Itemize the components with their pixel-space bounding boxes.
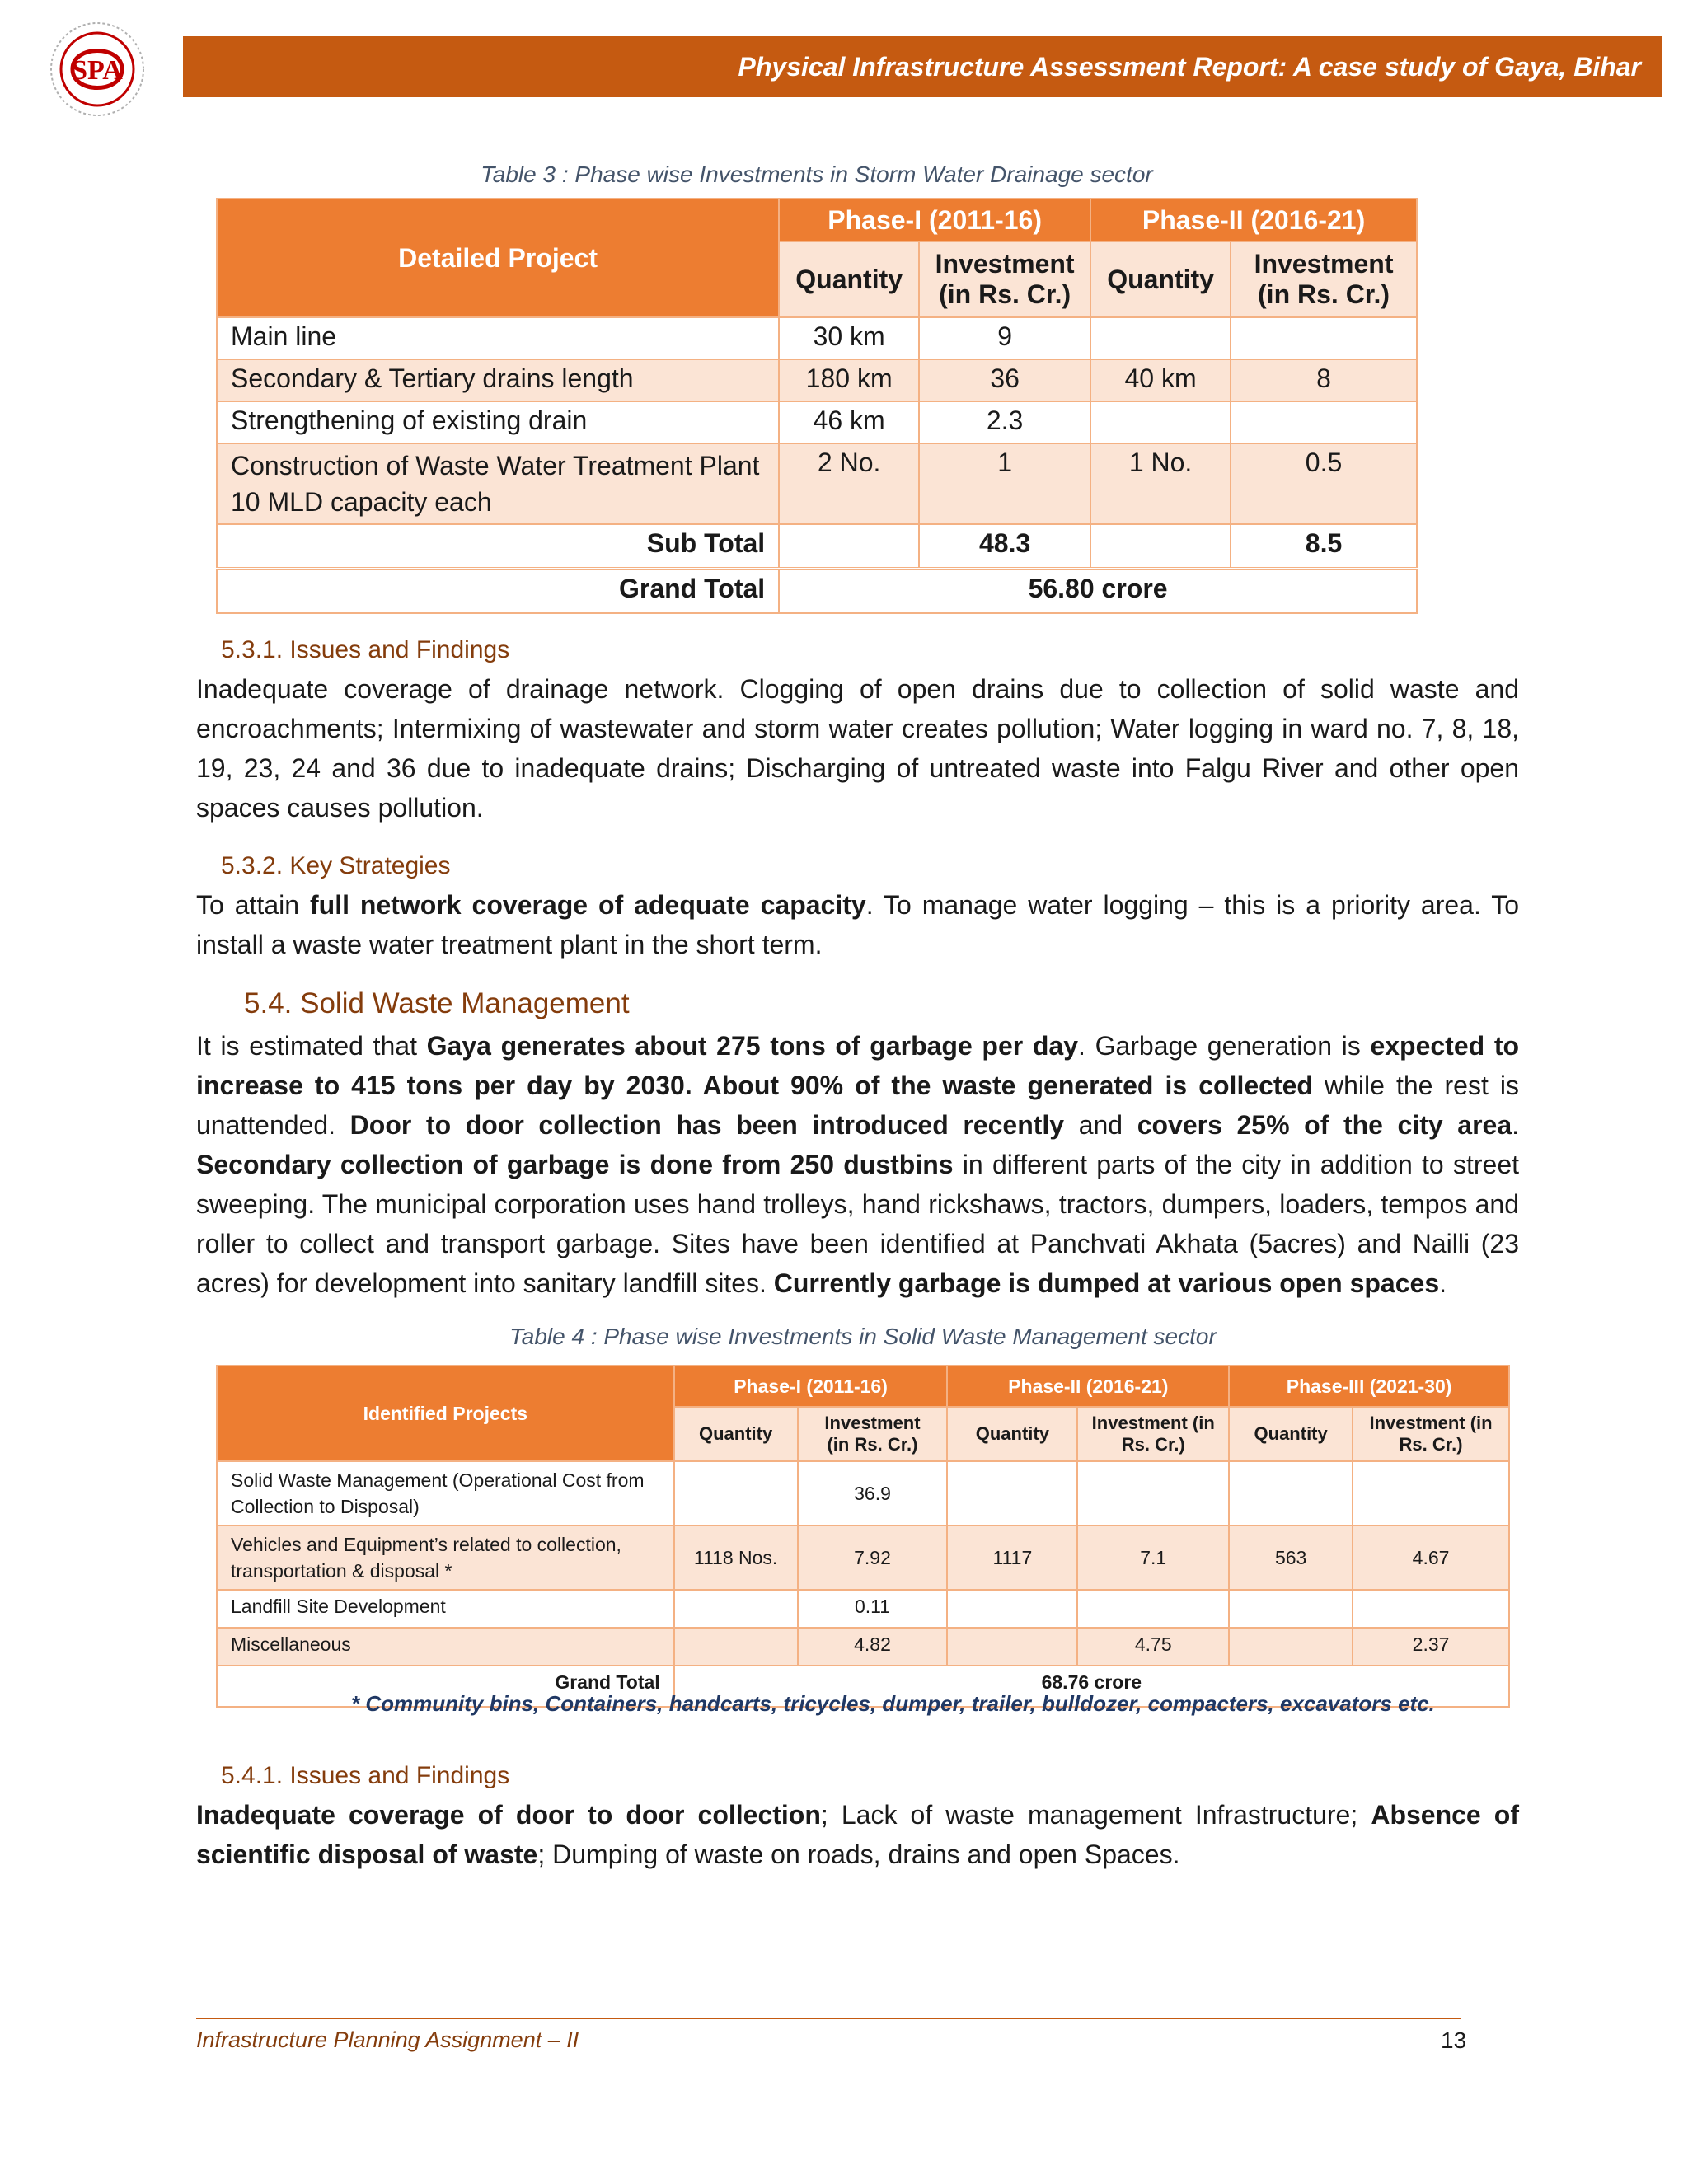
investment-cell: 4.82 — [798, 1628, 948, 1666]
investment-cell: 7.1 — [1077, 1526, 1229, 1590]
project-cell: Secondary & Tertiary drains length — [217, 359, 779, 401]
section-531-text: Inadequate coverage of drainage network. Clogging of open drains due to collection of solid waste and encroachments; Intermixing of wastewater and storm water creates pollution; Water logging in ward no. 7, 8, 18, 19, 23, 24 and 36 due to inadequate drains; Discharging of untreated waste into Falgu River and other open spaces causes pollution. — [196, 674, 1519, 823]
investment-cell: 8 — [1231, 359, 1417, 401]
phase1-header: Phase-I (2011-16) — [674, 1366, 948, 1407]
svg-text:SPA: SPA — [72, 55, 123, 86]
quantity-cell: 46 km — [779, 401, 919, 443]
quantity-cell: 40 km — [1090, 359, 1231, 401]
section-532-text: To attain full network coverage of adequate capacity. To manage water logging – this is a priority area. To install a waste water treatment plant in the short term. — [196, 890, 1520, 959]
investment-header: Investment (in Rs. Cr.) — [919, 241, 1090, 317]
investment-cell: 9 — [919, 317, 1090, 359]
phase1-header: Phase-I (2011-16) — [779, 199, 1090, 241]
investment-header: Investment (in Rs. Cr.) — [1231, 241, 1417, 317]
table3-caption: Table 3 : Phase wise Investments in Storm Water Drainage sector — [481, 162, 1153, 187]
col-detailed-project: Detailed Project — [217, 199, 779, 317]
quantity-cell — [674, 1590, 798, 1628]
quantity-header: Quantity — [1229, 1407, 1353, 1461]
quantity-cell — [1229, 1461, 1353, 1526]
phase2-header: Phase-II (2016-21) — [1090, 199, 1417, 241]
subtotal-phase1: 48.3 — [919, 524, 1090, 569]
investment-cell: 4.75 — [1077, 1628, 1229, 1666]
table-row — [217, 359, 1417, 401]
investment-header: Investment (in Rs. Cr.) — [1353, 1407, 1509, 1461]
storm-water-table — [216, 198, 1418, 614]
quantity-cell: 1 No. — [1090, 443, 1231, 524]
investment-cell: 1 — [919, 443, 1090, 524]
investment-cell: 2.37 — [1353, 1628, 1509, 1666]
investment-cell — [1077, 1590, 1229, 1628]
section-532-heading: 5.3.2. Key Strategies — [221, 852, 451, 879]
investment-cell — [1353, 1461, 1509, 1526]
quantity-cell: 1118 Nos. — [674, 1526, 798, 1590]
col-identified-projects: Identified Projects — [217, 1366, 674, 1461]
investment-header: Investment (in Rs. Cr.) — [798, 1407, 948, 1461]
grandtotal-label: Grand Total — [217, 569, 779, 613]
investment-cell — [1231, 401, 1417, 443]
investment-cell — [1353, 1590, 1509, 1628]
footer-divider — [196, 2018, 1461, 2019]
investment-cell — [1231, 317, 1417, 359]
phase2-header: Phase-II (2016-21) — [947, 1366, 1229, 1407]
project-cell: Landfill Site Development — [217, 1590, 674, 1628]
table-row — [217, 401, 1417, 443]
quantity-cell — [947, 1590, 1077, 1628]
grandtotal-value: 68.76 crore — [674, 1666, 1509, 1707]
quantity-header: Quantity — [779, 241, 919, 317]
investment-cell: 36.9 — [798, 1461, 948, 1526]
investment-cell: 2.3 — [919, 401, 1090, 443]
project-cell: Construction of Waste Water Treatment Plant 10 MLD capacity each — [217, 443, 779, 524]
grandtotal-value: 56.80 crore — [779, 569, 1417, 613]
quantity-cell: 30 km — [779, 317, 919, 359]
subtotal-phase2: 8.5 — [1231, 524, 1417, 569]
project-cell: Solid Waste Management (Operational Cost from Collection to Disposal) — [217, 1461, 674, 1526]
quantity-cell — [1090, 317, 1231, 359]
quantity-cell — [947, 1461, 1077, 1526]
page-number: 13 — [1441, 2027, 1467, 2053]
investment-cell: 4.67 — [1353, 1526, 1509, 1590]
quantity-header: Quantity — [947, 1407, 1077, 1461]
project-cell: Vehicles and Equipment’s related to collection, transportation & disposal * — [217, 1526, 674, 1590]
grandtotal-row — [217, 569, 1417, 613]
section-54-text: It is estimated that Gaya generates about 275 tons of garbage per day. Garbage generation is expected to increase to 415 tons per day by 2030. About 90% of the waste generated is collected while the rest is unattended. Door to door collection has been introduced recently and covers 25% of the city area. Secondary collection of garbage is done from 250 dustbins in different parts of the city in addition to street sweeping. The municipal corporation uses hand trolleys, hand rickshaws, tractors, dumpers, loaders, tempos and roller to collect and transport garbage. Sites have been identified at Panchvati Akhata (5acres) and Nailli (23 acres) for development into sanitary landfill sites. Currently garbage is dumped at various open spaces. — [196, 1031, 1520, 1298]
table-row — [217, 1461, 1509, 1526]
investment-header: Investment (in Rs. Cr.) — [1077, 1407, 1229, 1461]
quantity-cell — [1229, 1590, 1353, 1628]
quantity-cell: 1117 — [947, 1526, 1077, 1590]
quantity-cell — [674, 1461, 798, 1526]
investment-cell: 0.5 — [1231, 443, 1417, 524]
section-531-heading: 5.3.1. Issues and Findings — [221, 636, 510, 663]
table-row — [217, 443, 1417, 524]
quantity-cell — [674, 1628, 798, 1666]
phase3-header: Phase-III (2021-30) — [1229, 1366, 1509, 1407]
quantity-cell: 2 No. — [779, 443, 919, 524]
footer-assignment-title: Infrastructure Planning Assignment – II — [196, 2027, 579, 2052]
table4-footnote: * Community bins, Containers, handcarts, tricycles, dumper, trailer, bulldozer, compacters, excavators etc. — [351, 1691, 1435, 1716]
project-cell: Main line — [217, 317, 779, 359]
section-541-heading: 5.4.1. Issues and Findings — [221, 1762, 510, 1789]
table4-caption: Table 4 : Phase wise Investments in Solid Waste Management sector — [509, 1324, 1217, 1349]
institute-logo — [31, 20, 163, 119]
project-cell: Strengthening of existing drain — [217, 401, 779, 443]
investment-cell: 7.92 — [798, 1526, 948, 1590]
solid-waste-table — [216, 1365, 1510, 1708]
grandtotal-label: Grand Total — [217, 1666, 674, 1707]
quantity-cell — [1090, 401, 1231, 443]
investment-cell: 0.11 — [798, 1590, 948, 1628]
table-row — [217, 1590, 1509, 1628]
section-541-text: Inadequate coverage of door to door collection; Lack of waste management Infrastructure; Absence of scientific disposal of waste; Dumping of waste on roads, drains and open Spaces. — [196, 1800, 1520, 1869]
report-title-bar: Physical Infrastructure Assessment Report: A case study of Gaya, Bihar — [183, 36, 1662, 97]
table-row — [217, 317, 1417, 359]
investment-cell: 36 — [919, 359, 1090, 401]
table-row — [217, 1526, 1509, 1590]
table-row — [217, 1628, 1509, 1666]
quantity-header: Quantity — [1090, 241, 1231, 317]
investment-cell — [1077, 1461, 1229, 1526]
section-54-heading: 5.4. Solid Waste Management — [244, 987, 630, 1019]
quantity-cell: 563 — [1229, 1526, 1353, 1590]
quantity-cell — [1229, 1628, 1353, 1666]
quantity-cell — [947, 1628, 1077, 1666]
subtotal-label: Sub Total — [217, 524, 779, 569]
subtotal-row — [217, 524, 1417, 569]
project-cell: Miscellaneous — [217, 1628, 674, 1666]
quantity-cell: 180 km — [779, 359, 919, 401]
quantity-header: Quantity — [674, 1407, 798, 1461]
